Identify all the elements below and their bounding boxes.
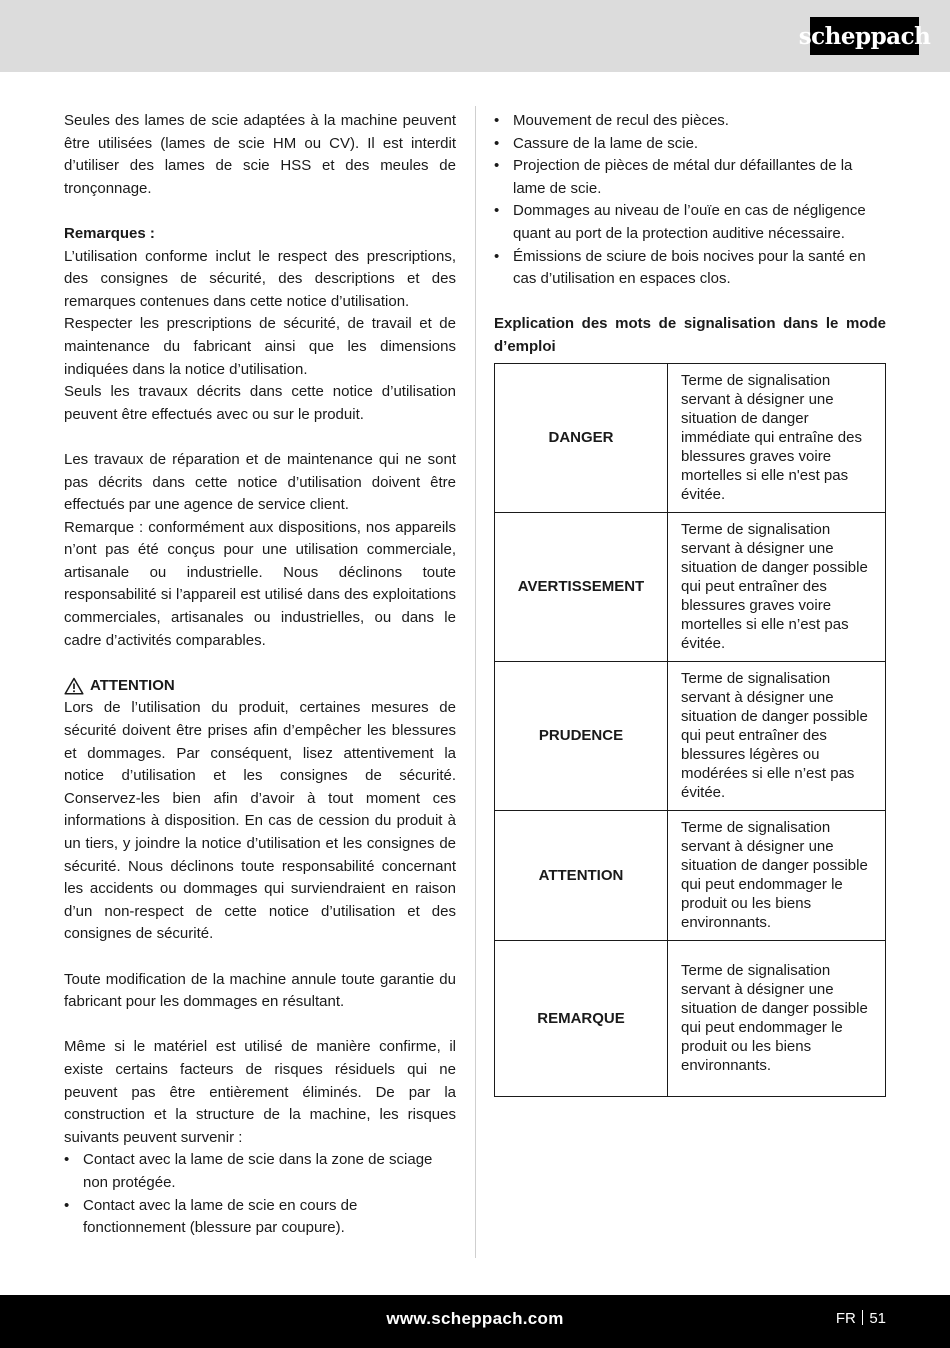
allowed-work-paragraph: Seuls les travaux décrits dans cette notice d’utilisation peuvent être effectués avec ou sur le produit. <box>64 383 456 423</box>
page-separator <box>862 1310 864 1325</box>
list-item: • Émissions de sciure de bois nocives pour la santé en cas d’utilisation en espaces clos. <box>494 246 886 291</box>
blade-paragraph: Seules des lames de scie adaptées à la machine peuvent être utilisées (lames de scie HM ou CV). Il est interdit d’utiliser des lames de scie HSS et des meules de tronçonnage. <box>64 112 456 197</box>
remarks-title: Remarques : <box>64 224 155 242</box>
signal-description: Terme de signalisation servant à désigner une situation de danger possible qui peut entraîner des blessures graves voire mortelles si elle n’est pas évitée. <box>668 512 886 661</box>
signal-term: REMARQUE <box>495 940 668 1096</box>
attention-heading <box>64 675 456 698</box>
scheppach-logo: scheppach <box>810 17 919 55</box>
table-row <box>495 512 886 661</box>
attention-title: ATTENTION <box>90 676 175 694</box>
signal-term: PRUDENCE <box>495 661 668 810</box>
repair-paragraph: Les travaux de réparation et de maintenance qui ne sont pas décrits dans cette notice d’utilisation doivent être effectués par une agence de service client. <box>64 450 456 514</box>
website-url: www.scheppach.com <box>386 1309 564 1328</box>
list-item: • Dommages au niveau de l’ouïe en cas de négligence quant au port de la protection auditive nécessaire. <box>494 200 886 245</box>
signal-term: ATTENTION <box>495 810 668 940</box>
risk-list-right <box>494 110 886 291</box>
left-column <box>64 110 456 1240</box>
commercial-use-paragraph: Remarque : conformément aux dispositions, nos appareils n’ont pas été conçus pour une utilisation commerciale, artisanale ou industrielle. Nous déclinons toute responsabilité si l’appareil est utilisé dans des exploitations commerciales, artisanales ou industrielles, ou dans le cadre d’activités comparables. <box>64 518 456 649</box>
table-row <box>495 810 886 940</box>
page-footer <box>0 1295 950 1348</box>
right-column <box>494 110 886 1097</box>
language-code: FR <box>835 1310 856 1327</box>
intended-use-paragraph: L’utilisation conforme inclut le respect des prescriptions, des consignes de sécurité, des descriptions et des remarques contenues dans cette notice d’utilisation. <box>64 247 456 310</box>
signal-description: Terme de signalisation servant à désigner une situation de danger possible qui peut endommager le produit ou les biens environnants. <box>668 810 886 940</box>
column-divider <box>475 106 476 1258</box>
list-item: • Contact avec la lame de scie dans la zone de sciage non protégée. <box>64 1149 456 1194</box>
modification-paragraph: Toute modification de la machine annule toute garantie du fabricant pour les dommages en résultant. <box>64 970 456 1011</box>
warning-triangle-icon <box>64 677 84 695</box>
page-number: 51 <box>869 1310 886 1327</box>
list-item: • Projection de pièces de métal dur défaillantes de la lame de scie. <box>494 155 886 200</box>
signal-description: Terme de signalisation servant à désigner une situation de danger possible qui peut entraîner des blessures légères ou modérées si elle n’est pas évitée. <box>668 661 886 810</box>
signal-description: Terme de signalisation servant à désigner une situation de danger possible qui peut endommager le produit ou les biens environnants. <box>668 940 886 1096</box>
manufacturer-rules-paragraph: Respecter les prescriptions de sécurité, de travail et de maintenance du fabricant ainsi que les dimensions indiquées dans la notice d’utilisation. <box>64 315 456 378</box>
table-row <box>495 940 886 1096</box>
signal-description: Terme de signalisation servant à désigner une situation de danger immédiate qui entraîne des blessures graves voire mortelles si elle n'est pas évitée. <box>668 363 886 512</box>
list-item: • Contact avec la lame de scie en cours de fonctionnement (blessure par coupure). <box>64 1195 456 1240</box>
signal-term: DANGER <box>495 363 668 512</box>
signal-words-heading: Explication des mots de signalisation dans le mode d’emploi <box>494 315 886 355</box>
page-header <box>0 0 950 72</box>
page-indicator <box>836 1310 886 1327</box>
list-item: • Mouvement de recul des pièces. <box>494 110 886 133</box>
attention-paragraph: Lors de l’utilisation du produit, certaines mesures de sécurité doivent être prises afin d’empêcher les blessures et dommages. Par conséquent, lisez attentivement la notice d’utilisation et les consignes de sécurité. Conservez-les bien afin d’avoir à tout moment ces informations à disposition. En cas de cession du produit à un tiers, y joindre la notice d’utilisation et les consignes de sécurité. Nous déclinons toute responsabilité concernant les accidents ou dommages qui surviendraient en raison d’un non-respect de cette notice d’utilisation et des consignes de sécurité. <box>64 699 456 943</box>
residual-risk-paragraph: Même si le matériel est utilisé de manière confirme, il existe certains facteurs de risques résiduels qui ne peuvent pas être entièrement éliminés. De par la construction et la structure de la machine, les risques suivants peuvent survenir : <box>64 1038 456 1146</box>
signal-term: AVERTISSEMENT <box>495 512 668 661</box>
table-row <box>495 363 886 512</box>
signal-words-table <box>494 363 886 1097</box>
list-item: • Cassure de la lame de scie. <box>494 133 886 156</box>
table-row <box>495 661 886 810</box>
risk-list-left <box>64 1149 456 1239</box>
